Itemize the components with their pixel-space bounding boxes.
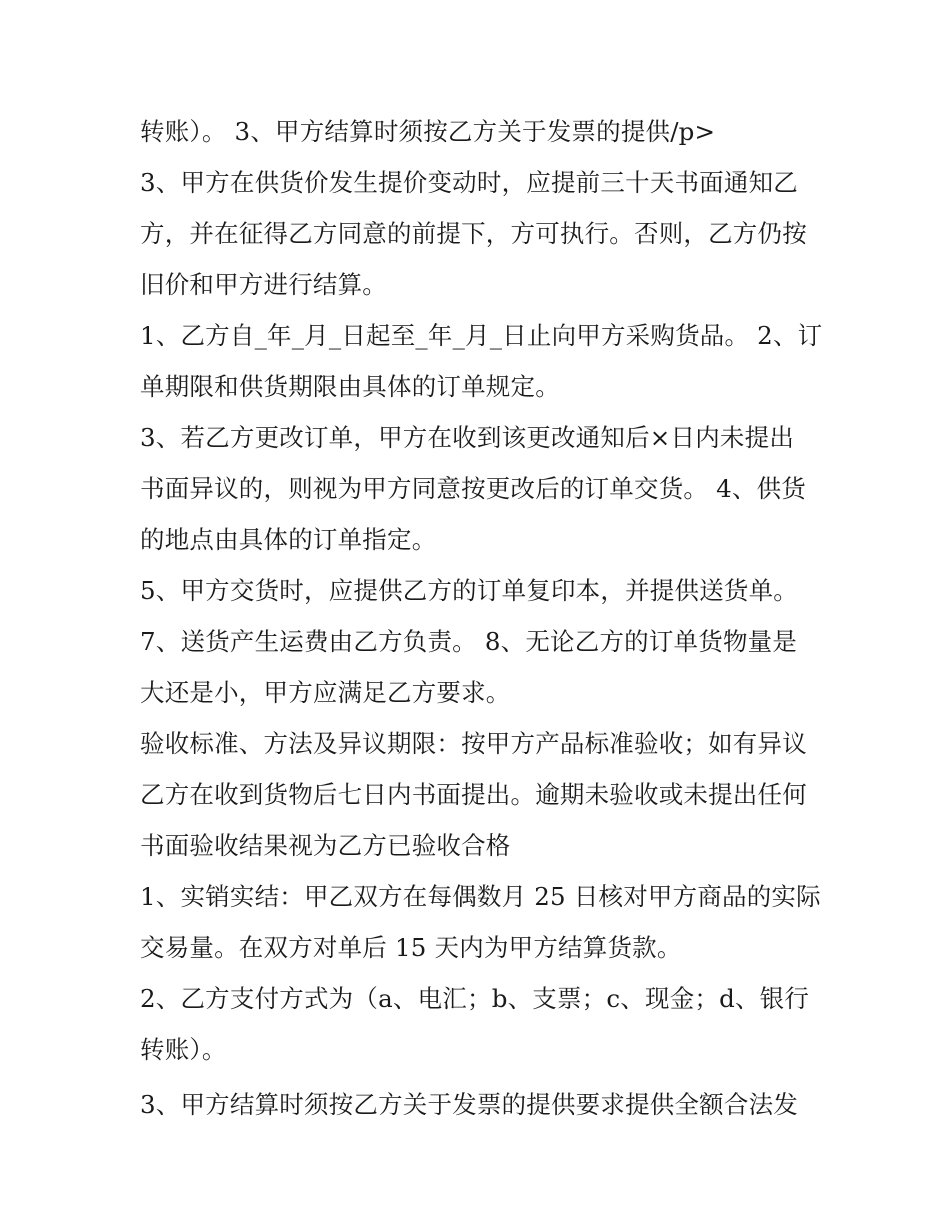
text-line: 1、实销实结：甲乙双方在每偶数月 25 日核对甲方商品的实际 [140,882,821,911]
text-line: 旧价和甲方进行结算。 [140,270,387,299]
text-line: 7、送货产生运费由乙方负责。 8、无论乙方的订单货物量是 [140,627,798,656]
text-line: 书面异议的，则视为甲方同意按更改后的订单交货。 4、供货 [140,474,806,503]
text-line: 3、若乙方更改订单，甲方在收到该更改通知后×日内未提出 [140,423,795,452]
text-line: 3、甲方结算时须按乙方关于发票的提供要求提供全额合法发 [140,1090,798,1119]
text-line: 验收标准、方法及异议期限：按甲方产品标准验收；如有异议 [140,729,807,758]
text-line: 1、乙方自_年_月_日起至_年_月_日止向甲方采购货品。 2、订 [140,321,823,350]
text-line: 乙方在收到货物后七日内书面提出。逾期未验收或未提出任何 [140,780,807,809]
text-line: 2、乙方支付方式为（a、电汇；b、支票；c、现金；d、银行 [140,984,810,1013]
text-line: 书面验收结果视为乙方已验收合格 [140,831,511,860]
text-line: 大还是小，甲方应满足乙方要求。 [140,678,511,707]
text-line: 单期限和供货期限由具体的订单规定。 [140,372,560,401]
text-line: 转账）。 [140,1035,227,1064]
text-line: 的地点由具体的订单指定。 [140,525,437,554]
document-body [140,106,823,1130]
text-line: 3、甲方在供货价发生提价变动时，应提前三十天书面通知乙 [140,168,798,197]
text-line: 交易量。在双方对单后 15 天内为甲方结算货款。 [140,933,682,962]
text-line: 5、甲方交货时，应提供乙方的订单复印本，并提供送货单。 [140,576,798,605]
text-line: 转账）。 3、甲方结算时须按乙方关于发票的提供/p> [140,117,716,146]
text-line: 方，并在征得乙方同意的前提下，方可执行。否则，乙方仍按 [140,219,807,248]
